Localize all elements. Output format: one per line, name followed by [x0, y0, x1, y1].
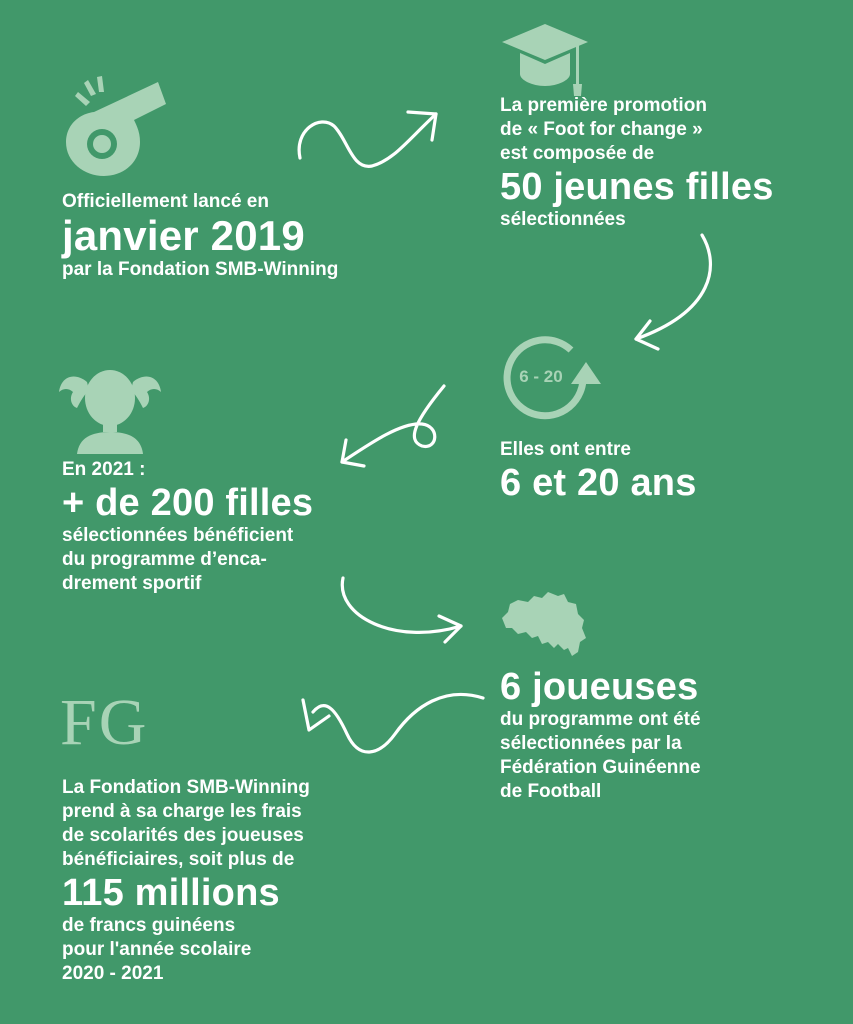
players-line2: sélectionnées par la	[500, 733, 682, 754]
arrow-2021-to-players	[335, 570, 475, 670]
players-line1: du programme ont été	[500, 709, 701, 730]
guinea-map-icon	[498, 588, 590, 660]
launch-line2: par la Fondation SMB-Winning	[62, 259, 339, 280]
foundation-line2: prend à sa charge les frais	[62, 801, 302, 822]
girl-icon	[55, 362, 165, 454]
age-block	[500, 438, 697, 504]
foundation-logo: FG	[60, 686, 149, 759]
girls2021-line1: En 2021 :	[62, 459, 146, 480]
foundation-block	[62, 776, 310, 986]
players-big: 6 joueuses	[500, 666, 699, 708]
whistle-icon	[58, 72, 168, 182]
promotion-block	[500, 94, 774, 232]
foundation-line4: bénéficiaires, soit plus de	[62, 849, 295, 870]
foundation-line3: de scolarités des joueuses	[62, 825, 304, 846]
foundation-line6: pour l'année scolaire	[62, 939, 252, 960]
promotion-line3: est composée de	[500, 143, 655, 164]
players-block	[500, 666, 701, 804]
girls2021-line2: sélectionnées bénéficient	[62, 525, 294, 546]
foundation-line5: de francs guinéens	[62, 915, 236, 936]
foundation-line7: 2020 - 2021	[62, 963, 164, 984]
age-big: 6 et 20 ans	[500, 462, 697, 504]
age-range-badge: 6 - 20	[519, 367, 563, 386]
promotion-line4: sélectionnées	[500, 209, 626, 230]
arrow-launch-to-promotion	[290, 100, 450, 180]
promotion-line1: La première promotion	[500, 95, 707, 116]
promotion-line2: de « Foot for change »	[500, 119, 703, 140]
foundation-big: 115 millions	[62, 872, 280, 914]
players-line3: Fédération Guinéenne	[500, 757, 701, 778]
foundation-line1: La Fondation SMB-Winning	[62, 777, 310, 798]
players-line4: de Football	[500, 781, 602, 802]
arrow-promotion-to-age	[620, 225, 730, 355]
arrow-players-to-foundation	[295, 678, 495, 778]
girls2021-line4: drement sportif	[62, 573, 202, 594]
launch-line1: Officiellement lancé en	[62, 191, 269, 212]
age-line1: Elles ont entre	[500, 439, 631, 460]
arrow-age-to-2021	[330, 380, 460, 480]
cycle-arrow-icon	[495, 332, 605, 424]
launch-block	[62, 190, 338, 282]
girls2021-big: + de 200 filles	[62, 482, 314, 524]
promotion-big: 50 jeunes filles	[500, 166, 774, 208]
launch-big: janvier 2019	[62, 212, 305, 259]
graduation-cap-icon	[500, 20, 590, 100]
girls2021-block	[62, 458, 313, 596]
girls2021-line3: du programme d’enca-	[62, 549, 267, 570]
